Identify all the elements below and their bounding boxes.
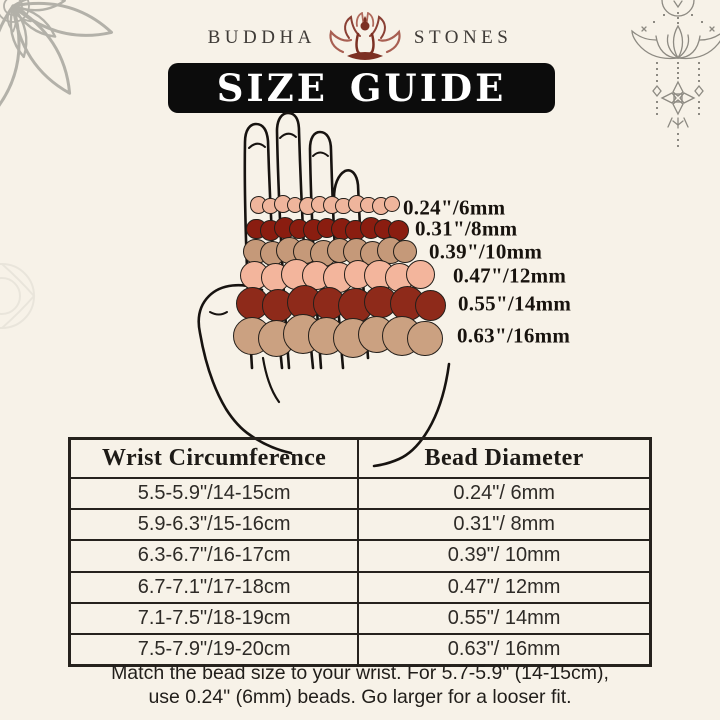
table-row	[70, 478, 651, 509]
bead	[415, 290, 446, 321]
bead-diameter-cell: 0.55"/ 14mm	[358, 603, 650, 634]
bead-diameter-cell: 0.39"/ 10mm	[358, 540, 650, 571]
fit-note	[0, 662, 720, 709]
brand-name-left: BUDDHA	[207, 27, 316, 48]
bead-diameter-cell: 0.24"/ 6mm	[358, 478, 650, 509]
bead	[406, 260, 435, 289]
bead-size-label: 0.24"/6mm	[403, 195, 506, 220]
bead-size-label: 0.39"/10mm	[429, 239, 543, 264]
bead-size-label: 0.55"/14mm	[458, 291, 572, 316]
banner-title: SIZE GUIDE	[216, 66, 507, 110]
size-table-body	[70, 478, 651, 666]
table-header-row	[70, 439, 651, 479]
table-row	[70, 634, 651, 666]
wrist-circumference-cell: 5.9-6.3"/15-16cm	[70, 509, 359, 540]
bead-diameter-header: Bead Diameter	[358, 439, 650, 479]
wrist-circumference-cell: 6.3-6.7"/16-17cm	[70, 540, 359, 571]
bead	[393, 240, 417, 264]
wrist-circumference-header: Wrist Circumference	[70, 439, 359, 479]
bead-diameter-cell: 0.31"/ 8mm	[358, 509, 650, 540]
wrist-circumference-cell: 6.7-7.1"/17-18cm	[70, 572, 359, 603]
bead	[407, 321, 442, 356]
brand-name-right: STONES	[413, 27, 513, 48]
bead-size-label: 0.47"/12mm	[453, 263, 567, 288]
size-table	[68, 437, 652, 667]
table-row	[70, 540, 651, 571]
bead-size-label: 0.31"/8mm	[415, 216, 518, 241]
bead	[384, 196, 400, 212]
table-row	[70, 572, 651, 603]
bead-diameter-cell: 0.47"/ 12mm	[358, 572, 650, 603]
fit-note-line2: use 0.24" (6mm) beads. Go larger for a looser fit.	[148, 685, 572, 708]
fit-note-line1: Match the bead size to your wrist. For 5.7-5.9" (14-15cm),	[111, 662, 609, 684]
table-row	[70, 509, 651, 540]
wrist-circumference-cell: 7.1-7.5"/18-19cm	[70, 603, 359, 634]
wrist-circumference-cell: 7.5-7.9"/19-20cm	[70, 634, 359, 666]
wrist-circumference-cell: 5.5-5.9"/14-15cm	[70, 478, 359, 509]
bead-size-label: 0.63"/16mm	[457, 323, 571, 348]
bead-diameter-cell: 0.63"/ 16mm	[358, 634, 650, 666]
table-row	[70, 603, 651, 634]
